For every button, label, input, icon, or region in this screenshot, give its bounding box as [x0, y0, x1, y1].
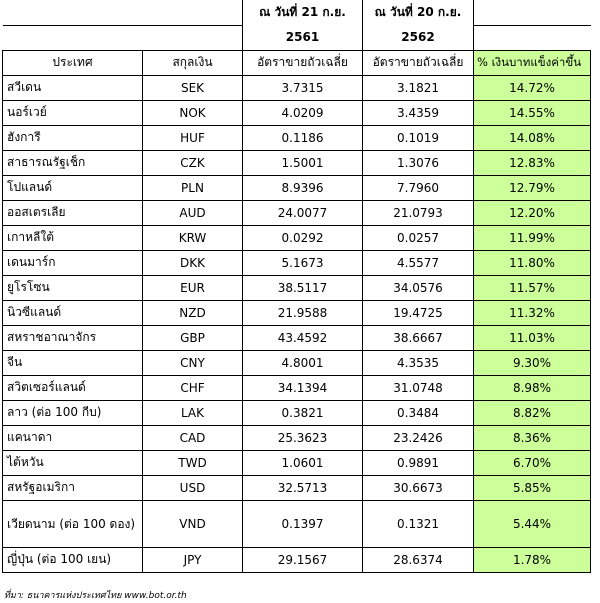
table-row	[3, 375, 591, 400]
rate1-cell: 0.1397	[243, 500, 363, 547]
rate1-cell: 34.1394	[243, 375, 363, 400]
country-cell: ไต้หวัน	[3, 450, 143, 475]
currency-code-cell: JPY	[143, 547, 243, 572]
date2-header: ณ วันที่ 20 ก.ย.	[363, 0, 474, 25]
change-cell: 11.03%	[474, 325, 591, 350]
rate2-column-header: อัตราขายถัวเฉลี่ย	[363, 50, 474, 75]
rate2-cell: 28.6374	[363, 547, 474, 572]
rate2-cell: 0.1019	[363, 125, 474, 150]
currency-code-cell: NZD	[143, 300, 243, 325]
year-header-row	[3, 25, 591, 50]
table-row	[3, 150, 591, 175]
rate2-cell: 23.2426	[363, 425, 474, 450]
country-cell: สวิตเซอร์แลนด์	[3, 375, 143, 400]
change-cell: 14.72%	[474, 75, 591, 100]
change-cell: 12.20%	[474, 200, 591, 225]
country-cell: ออสเตรเลีย	[3, 200, 143, 225]
rate1-cell: 0.0292	[243, 225, 363, 250]
rate1-cell: 21.9588	[243, 300, 363, 325]
rate2-cell: 34.0576	[363, 275, 474, 300]
rate2-cell: 31.0748	[363, 375, 474, 400]
header-spacer-right	[474, 25, 591, 50]
header-spacer	[3, 25, 243, 50]
country-cell: เกาหลีใต้	[3, 225, 143, 250]
table-row	[3, 125, 591, 150]
rate1-cell: 25.3623	[243, 425, 363, 450]
table-row	[3, 547, 591, 572]
header-spacer-right	[474, 0, 591, 25]
rate2-cell: 30.6673	[363, 475, 474, 500]
country-cell: แคนาดา	[3, 425, 143, 450]
date1-header: ณ วันที่ 21 ก.ย.	[243, 0, 363, 25]
rate1-cell: 4.0209	[243, 100, 363, 125]
country-cell: เวียดนาม (ต่อ 100 ดอง)	[3, 500, 143, 547]
currency-code-cell: TWD	[143, 450, 243, 475]
rate2-cell: 0.9891	[363, 450, 474, 475]
exchange-rate-table	[2, 0, 591, 573]
table-row	[3, 200, 591, 225]
currency-code-cell: EUR	[143, 275, 243, 300]
rate1-cell: 0.3821	[243, 400, 363, 425]
change-cell: 11.57%	[474, 275, 591, 300]
change-cell: 11.99%	[474, 225, 591, 250]
change-cell: 5.44%	[474, 500, 591, 547]
country-cell: นิวซีแลนด์	[3, 300, 143, 325]
change-cell: 8.98%	[474, 375, 591, 400]
change-cell: 8.82%	[474, 400, 591, 425]
country-cell: สาธารณรัฐเช็ก	[3, 150, 143, 175]
rate2-cell: 0.0257	[363, 225, 474, 250]
table-row	[3, 325, 591, 350]
rate1-cell: 29.1567	[243, 547, 363, 572]
table-row	[3, 250, 591, 275]
currency-code-cell: CAD	[143, 425, 243, 450]
change-cell: 5.85%	[474, 475, 591, 500]
country-cell: ลาว (ต่อ 100 กีบ)	[3, 400, 143, 425]
rate2-cell: 38.6667	[363, 325, 474, 350]
rate1-cell: 0.1186	[243, 125, 363, 150]
source-note: ที่มา: ธนาคารแห่งประเทศไทย www.bot.or.th	[4, 591, 187, 601]
currency-code-cell: VND	[143, 500, 243, 547]
change-cell: 12.79%	[474, 175, 591, 200]
header-spacer	[3, 0, 243, 25]
table-row	[3, 400, 591, 425]
rate2-cell: 1.3076	[363, 150, 474, 175]
table-row	[3, 225, 591, 250]
country-cell: สหราชอาณาจักร	[3, 325, 143, 350]
country-cell: ญี่ปุ่น (ต่อ 100 เยน)	[3, 547, 143, 572]
currency-code-cell: LAK	[143, 400, 243, 425]
change-cell: 1.78%	[474, 547, 591, 572]
country-cell: สหรัฐอเมริกา	[3, 475, 143, 500]
rate1-column-header: อัตราขายถัวเฉลี่ย	[243, 50, 363, 75]
change-column-header: % เงินบาทแข็งค่าขึ้น	[474, 50, 591, 75]
rate2-cell: 7.7960	[363, 175, 474, 200]
table-row	[3, 450, 591, 475]
change-cell: 6.70%	[474, 450, 591, 475]
rate2-cell: 0.1321	[363, 500, 474, 547]
change-cell: 14.55%	[474, 100, 591, 125]
rate1-cell: 8.9396	[243, 175, 363, 200]
rate1-cell: 43.4592	[243, 325, 363, 350]
rate2-cell: 3.4359	[363, 100, 474, 125]
year2-header: 2562	[363, 25, 474, 50]
table-row	[3, 100, 591, 125]
currency-code-cell: NOK	[143, 100, 243, 125]
currency-code-cell: CHF	[143, 375, 243, 400]
change-cell: 11.32%	[474, 300, 591, 325]
currency-code-cell: CNY	[143, 350, 243, 375]
rate1-cell: 5.1673	[243, 250, 363, 275]
table-row	[3, 300, 591, 325]
rate1-cell: 4.8001	[243, 350, 363, 375]
currency-code-cell: DKK	[143, 250, 243, 275]
table-row	[3, 425, 591, 450]
country-cell: จีน	[3, 350, 143, 375]
currency-code-cell: USD	[143, 475, 243, 500]
date-header-row	[3, 0, 591, 25]
currency-code-cell: AUD	[143, 200, 243, 225]
change-cell: 14.08%	[474, 125, 591, 150]
currency-code-cell: SEK	[143, 75, 243, 100]
change-cell: 8.36%	[474, 425, 591, 450]
country-column-header: ประเทศ	[3, 50, 143, 75]
rate1-cell: 1.5001	[243, 150, 363, 175]
rate2-cell: 3.1821	[363, 75, 474, 100]
rate1-cell: 3.7315	[243, 75, 363, 100]
rate1-cell: 38.5117	[243, 275, 363, 300]
currency-column-header: สกุลเงิน	[143, 50, 243, 75]
currency-code-cell: GBP	[143, 325, 243, 350]
country-cell: ยูโรโซน	[3, 275, 143, 300]
table-row	[3, 75, 591, 100]
table-row	[3, 350, 591, 375]
table-row	[3, 475, 591, 500]
column-header-row	[3, 50, 591, 75]
table-row	[3, 500, 591, 547]
table-row	[3, 275, 591, 300]
rate1-cell: 1.0601	[243, 450, 363, 475]
currency-code-cell: PLN	[143, 175, 243, 200]
rate2-cell: 21.0793	[363, 200, 474, 225]
change-cell: 11.80%	[474, 250, 591, 275]
year1-header: 2561	[243, 25, 363, 50]
currency-code-cell: KRW	[143, 225, 243, 250]
country-cell: ฮังการี	[3, 125, 143, 150]
rate2-cell: 0.3484	[363, 400, 474, 425]
change-cell: 12.83%	[474, 150, 591, 175]
country-cell: นอร์เวย์	[3, 100, 143, 125]
country-cell: เดนมาร์ก	[3, 250, 143, 275]
rate2-cell: 4.3535	[363, 350, 474, 375]
currency-code-cell: HUF	[143, 125, 243, 150]
table-row	[3, 175, 591, 200]
rate1-cell: 24.0077	[243, 200, 363, 225]
rate1-cell: 32.5713	[243, 475, 363, 500]
rate2-cell: 19.4725	[363, 300, 474, 325]
rate2-cell: 4.5577	[363, 250, 474, 275]
change-cell: 9.30%	[474, 350, 591, 375]
country-cell: สวีเดน	[3, 75, 143, 100]
currency-code-cell: CZK	[143, 150, 243, 175]
country-cell: โปแลนด์	[3, 175, 143, 200]
